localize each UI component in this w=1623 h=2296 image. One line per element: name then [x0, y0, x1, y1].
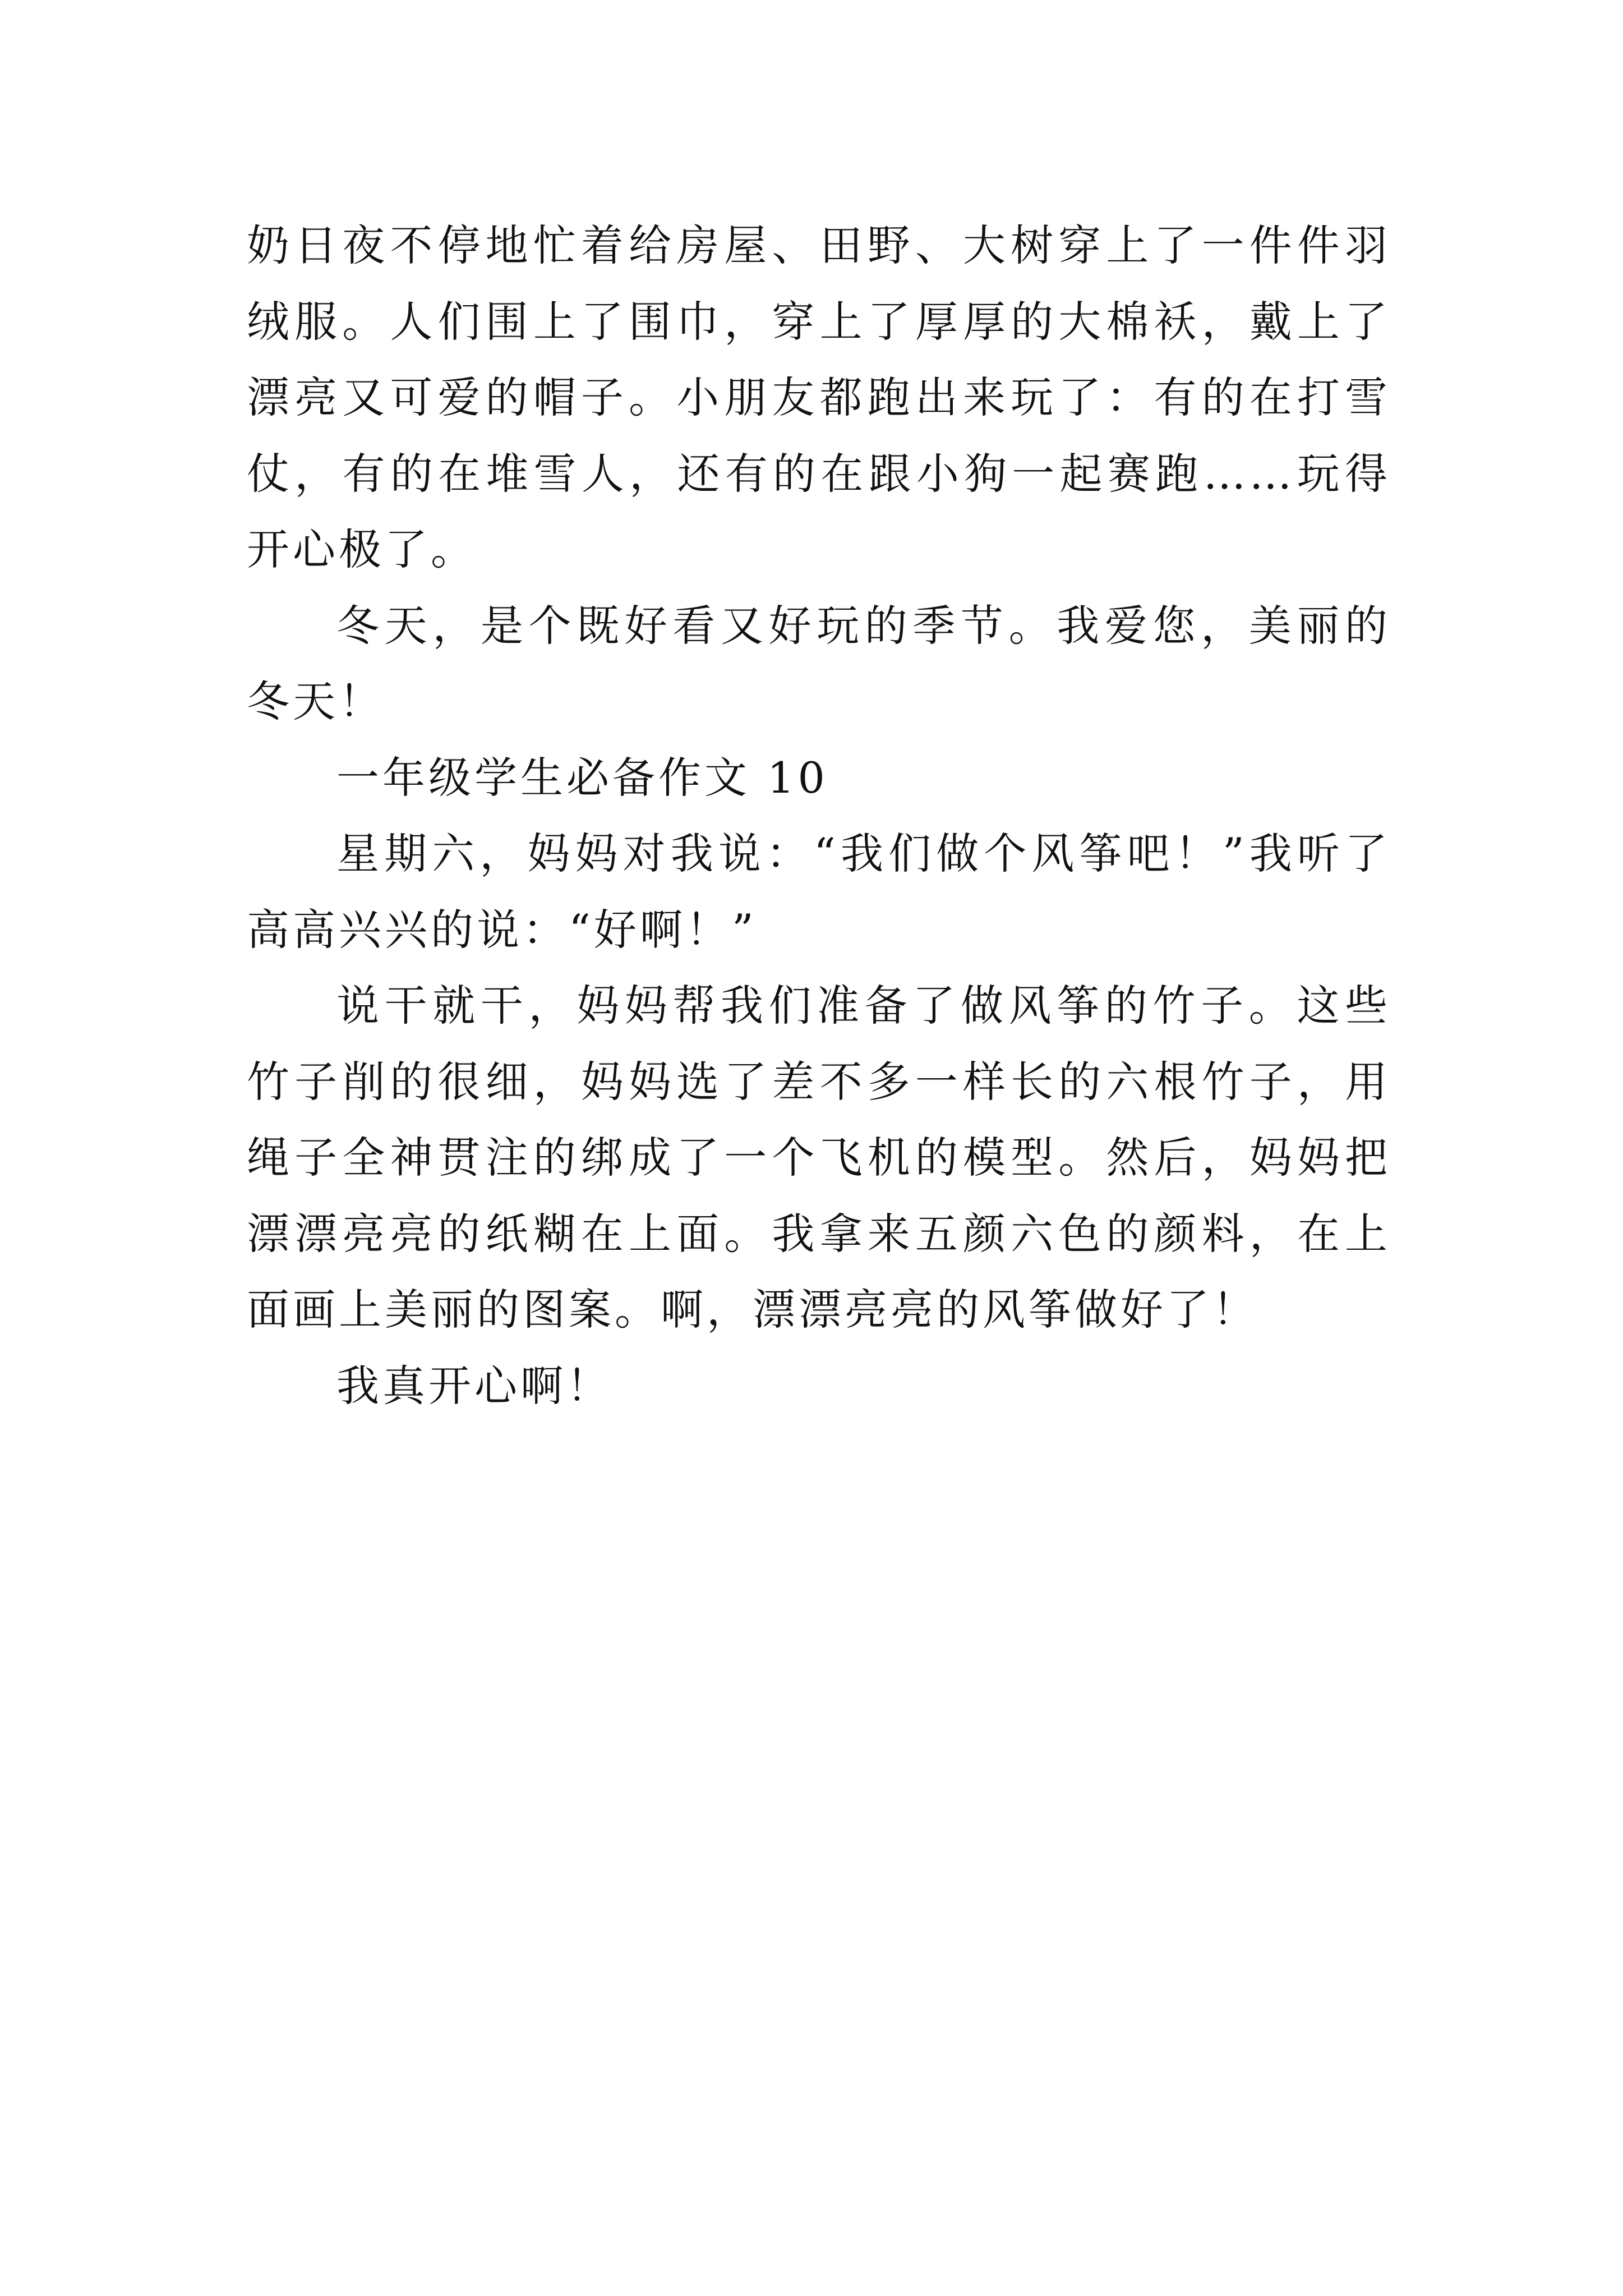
paragraph-continued: 奶日夜不停地忙着给房屋、田野、大树穿上了一件件羽绒服。人们围上了围巾，穿上了厚厚的大棉袄，戴上了漂亮又可爱的帽子。小朋友都跑出来玩了：有的在打雪仗，有的在堆雪人，还有的在跟小狗一起赛跑……玩得开心极了。 [247, 220, 1391, 574]
essay-heading: 一年级学生必备作文 10 [336, 752, 828, 803]
paragraph: 我真开心啊！ [336, 1360, 612, 1411]
paragraph-closing: 冬天，是个既好看又好玩的季节。我爱您，美丽的冬天！ [247, 600, 1391, 726]
paragraph: 星期六，妈妈对我说：“我们做个风筝吧！”我听了高高兴兴的说：“好啊！” [247, 829, 1391, 955]
paragraph: 说干就干，妈妈帮我们准备了做风筝的竹子。这些竹子削的很细，妈妈选了差不多一样长的六根竹子，用绳子全神贯注的绑成了一个飞机的模型。然后，妈妈把漂漂亮亮的纸糊在上面。我拿来五颜六色的颜料，在上面画上美丽的图案。啊，漂漂亮亮的风筝做好了！ [247, 981, 1391, 1335]
document-body [247, 208, 1391, 1424]
